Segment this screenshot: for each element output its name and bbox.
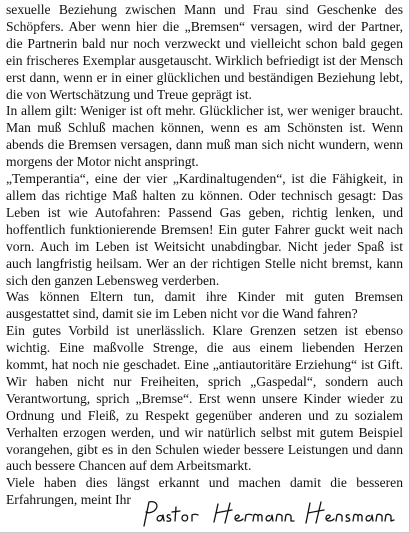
- handwritten-signature: [140, 498, 396, 530]
- paragraph-closing: Viele haben dies längst erkannt und machen damit die besseren Erfahrungen, meint Ihr: [6, 475, 403, 508]
- paragraph-relationship: sexuelle Beziehung zwischen Mann und Frau sind Geschenke des Schöpfers. Aber wenn hier die „Bremsen“ versagen, wird der Partner, die Partnerin bald nur noch verzweckt und vielleicht schon bald gegen ein frischeres Exemplar ausgetauscht. Wirklich befriedigt ist der Mensch erst dann, wenn er in einer glücklichen und beständigen Beziehung lebt, die von Wertschätzung und Treue geprägt ist.: [6, 2, 403, 102]
- signature-icon: [140, 498, 396, 530]
- paragraph-question: Was können Eltern tun, damit ihre Kinder mit guten Bremsen ausgestattet sind, damit sie im Leben nicht vor die Wand fahren?: [6, 289, 403, 322]
- document-body: [6, 2, 403, 509]
- paragraph-less-is-more: In allem gilt: Weniger ist oft mehr. Glücklicher ist, wer weniger braucht. Man muß Schluß machen können, wenn es am Schönsten ist. Wenn abends die Bremsen versagen, dann muß man sich nicht wundern, wenn morgens der Motor nicht anspringt.: [6, 103, 403, 170]
- paragraph-upbringing: Ein gutes Vorbild ist unerlässlich. Klare Grenzen setzen ist ebenso wichtig. Eine maßvolle Strenge, die aus einem liebenden Herzen kommt, hat noch nie geschadet. Eine „antiautoritäre Erziehung“ ist Gift. Wir haben nicht nur Freiheiten, sprich „Gaspedal“, sondern auch Verantwortung, sprich „Bremse“. Erst wenn unsere Kinder wieder zu Ordnung und Fleiß, zu Respekt gegenüber anderen und zu sozialem Verhalten erzogen werden, und wir natürlich selbst mit gutem Beispiel vorangehen, gibt es in den Schulen wieder bessere Leistungen und dann auch bessere Chancen auf dem Arbeitsmarkt.: [6, 323, 403, 474]
- paragraph-temperantia: „Temperantia“, eine der vier „Kardinaltugenden“, ist die Fähigkeit, in allem das richtige Maß halten zu können. Oder technisch gesagt: Das Leben ist wie Autofahren: Passend Gas geben, richtig lenken, und hoffentlich funktionierende Bremsen! Ein guter Fahrer guckt weit nach vorn. Auch im Leben ist Weitsicht unabdingbar. Nicht jeder Spaß ist auch langfristig heilsam. Wer an der richtigen Stelle nicht bremst, kann sich den ganzen Lebensweg verderben.: [6, 171, 403, 288]
